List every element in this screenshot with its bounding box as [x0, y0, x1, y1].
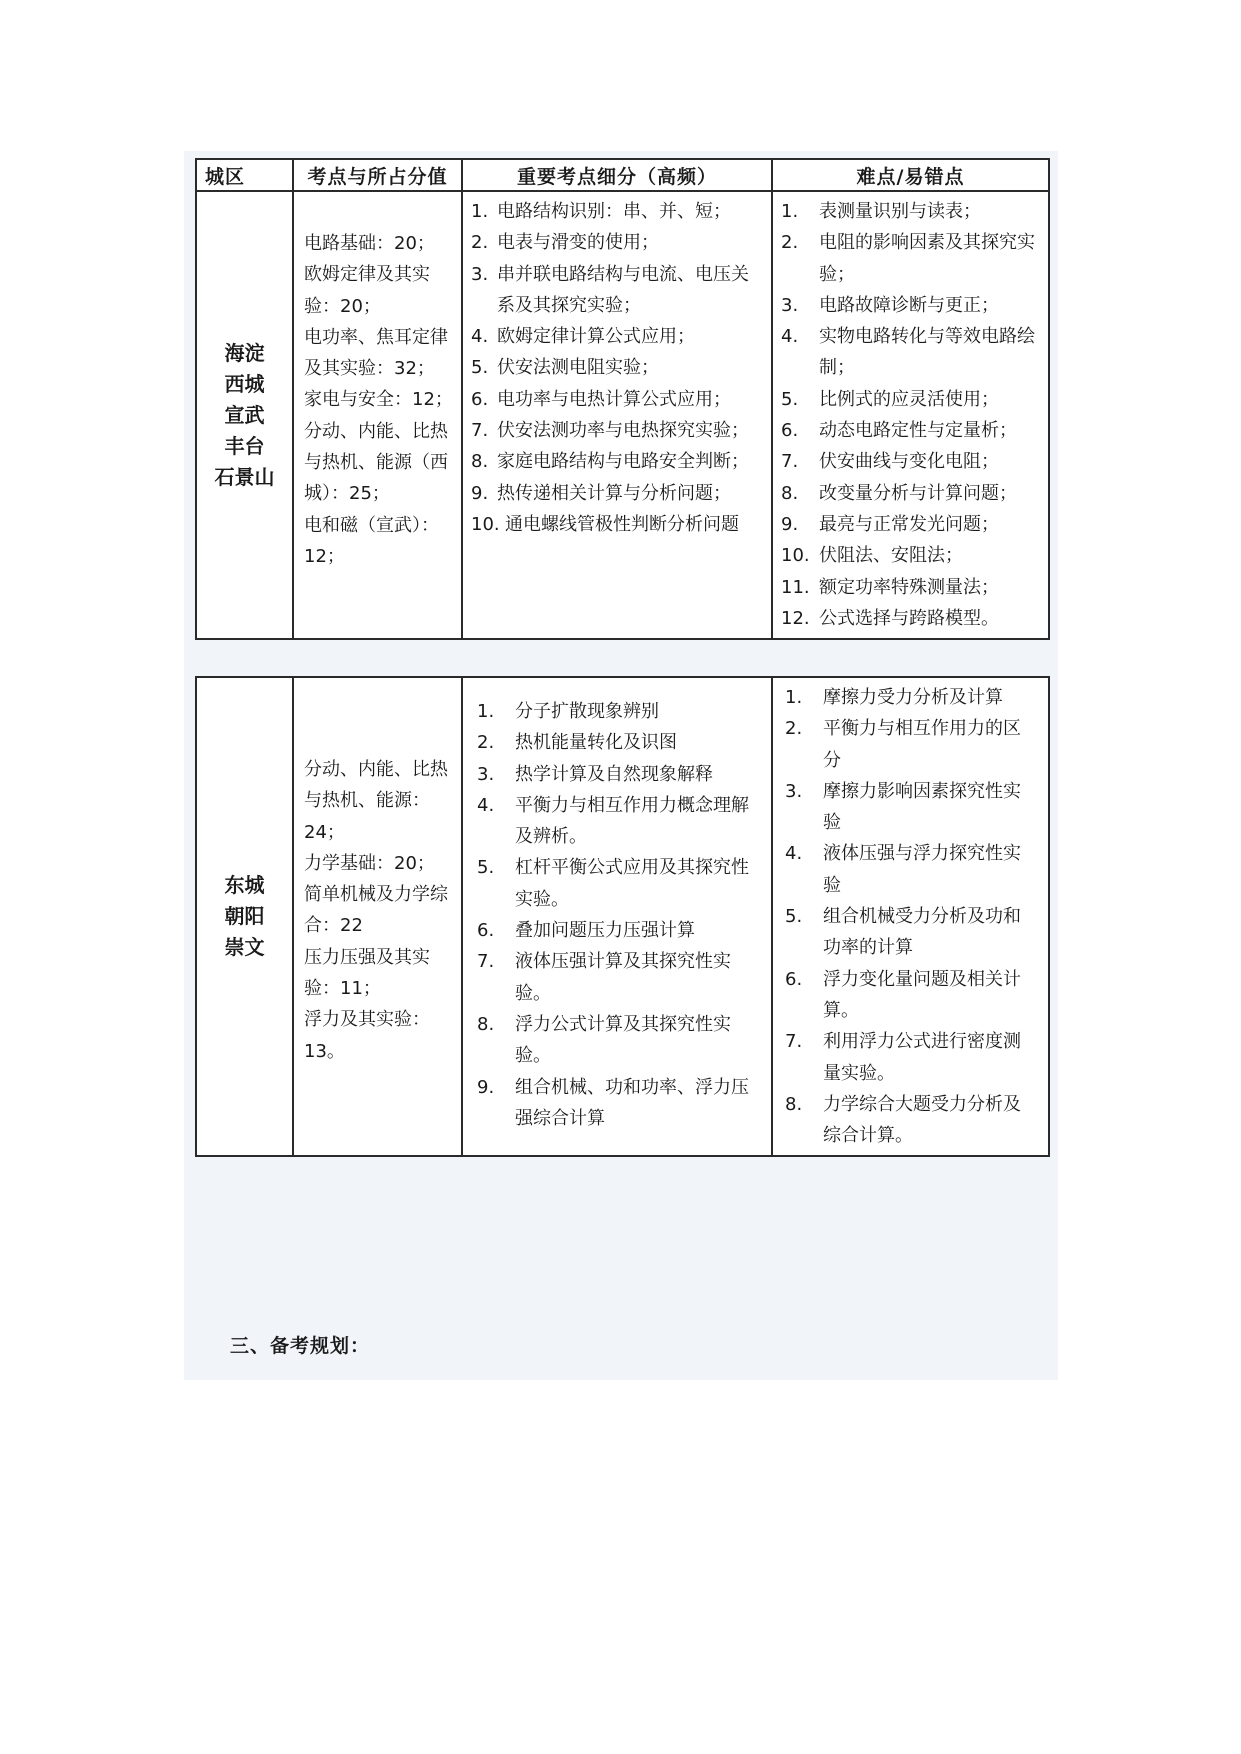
table-header-row: [196, 159, 1049, 191]
item-text: 伏安法测电阻实验；: [497, 357, 659, 379]
item-number: 4.: [781, 326, 799, 348]
list-item: [785, 838, 1024, 901]
header-difficulties: 难点/易错点: [772, 159, 1049, 191]
item-text: 电阻的影响因素及其探究实验；: [819, 232, 1035, 285]
list-item: [471, 227, 765, 258]
item-number: 8.: [471, 451, 489, 473]
list-item: [785, 901, 1024, 964]
item-text: 利用浮力公式进行密度测量实验。: [823, 1031, 1021, 1084]
item-number: 7.: [781, 451, 799, 473]
item-text: 伏安曲线与变化电阻；: [819, 451, 999, 473]
key-points-cell: [462, 191, 772, 639]
list-item: [781, 290, 1042, 321]
exam-points-table-2: [195, 676, 1050, 1157]
list-item: [477, 852, 765, 915]
item-number: 5.: [471, 357, 489, 379]
item-number: 5.: [781, 388, 799, 410]
header-key-points: 重要考点细分（高频）: [462, 159, 772, 191]
list-item: [785, 682, 1024, 713]
list-item: [477, 790, 765, 853]
item-number: 1.: [785, 687, 803, 708]
item-number: 6.: [471, 388, 489, 410]
list-item: [785, 964, 1024, 1027]
list-item: [781, 540, 1042, 571]
list-item: [781, 572, 1042, 603]
list-item: [471, 259, 765, 322]
score-item: 简单机械及力学综合：22: [304, 884, 448, 937]
item-number: 4.: [785, 843, 803, 865]
list-item: [477, 946, 765, 1009]
item-text: 电功率与电热计算公式应用；: [497, 388, 731, 410]
item-number: 3.: [785, 780, 803, 802]
item-text: 平衡力与相互作用力概念理解及辨析。: [515, 794, 749, 848]
item-text: 热机能量转化及识图: [515, 732, 677, 754]
score-item: 家电与安全：12；: [304, 389, 453, 411]
item-number: 6.: [785, 968, 803, 990]
item-text: 电路故障诊断与更正；: [819, 294, 999, 316]
item-number: 5.: [477, 857, 495, 879]
list-item: [785, 713, 1024, 776]
list-item: [471, 321, 765, 352]
item-number: 11.: [781, 576, 810, 598]
item-text: 组合机械受力分析及功和功率的计算: [823, 906, 1021, 959]
list-item: [781, 196, 1042, 227]
item-text: 热学计算及自然现象解释: [515, 763, 713, 785]
item-text: 实物电路转化与等效电路绘制；: [819, 326, 1035, 379]
score-item: 电功率、焦耳定律及其实验：32；: [304, 326, 448, 380]
item-number: 8.: [785, 1093, 803, 1115]
item-text: 液体压强计算及其探究性实验。: [515, 951, 731, 1004]
district-name: 石景山: [214, 464, 275, 489]
list-item: [781, 446, 1042, 477]
item-number: 9.: [781, 513, 799, 535]
list-item: [477, 696, 765, 727]
list-item: [471, 415, 765, 446]
item-text: 伏阻法、安阻法；: [819, 545, 963, 567]
list-item: [781, 603, 1042, 634]
item-text: 额定功率特殊测量法；: [819, 576, 999, 598]
score-item: 浮力及其实验：13。: [304, 1009, 430, 1062]
item-text: 杠杆平衡公式应用及其探究性实验。: [515, 857, 749, 910]
item-text: 电表与滑变的使用；: [497, 232, 659, 254]
item-number: 2.: [781, 232, 799, 254]
district-name: 宣武: [224, 402, 265, 427]
item-text: 最亮与正常发光问题；: [819, 513, 999, 535]
item-text: 摩擦力影响因素探究性实验: [823, 780, 1021, 834]
item-number: 3.: [781, 294, 799, 316]
score-item: 分动、内能、比热与热机、能源（西城）：25；: [304, 420, 448, 505]
section-heading: 三、备考规划：: [230, 1335, 371, 1357]
item-text: 电路结构识别：串、并、短；: [497, 201, 731, 222]
item-text: 改变量分析与计算问题；: [819, 482, 1017, 504]
list-item: [471, 478, 765, 509]
exam-points-table-1: [195, 158, 1050, 640]
score-item: 欧姆定律及其实验：20；: [304, 264, 430, 317]
item-number: 7.: [785, 1031, 803, 1053]
district-name: 朝阳: [224, 904, 265, 929]
score-item: 分动、内能、比热与热机、能源：24；: [304, 759, 448, 843]
list-item: [477, 759, 765, 790]
item-number: 7.: [471, 420, 489, 442]
score-item: 电和磁（宣武）：12；: [304, 514, 439, 567]
list-item: [781, 227, 1042, 290]
header-district: 城区: [196, 159, 293, 191]
item-text: 液体压强与浮力探究性实验: [823, 843, 1021, 896]
item-number: 10.: [781, 545, 810, 567]
item-number: 12.: [781, 607, 810, 629]
item-text: 浮力变化量问题及相关计算。: [823, 968, 1021, 1021]
item-text: 力学综合大题受力分析及综合计算。: [823, 1093, 1021, 1147]
district-name: 崇文: [224, 935, 265, 960]
district-name: 海淀: [224, 340, 265, 365]
item-text: 欧姆定律计算公式应用；: [497, 326, 695, 348]
list-item: [785, 776, 1024, 839]
list-item: [471, 352, 765, 383]
list-item: [477, 1009, 765, 1072]
item-number: 2.: [477, 732, 495, 754]
item-number: 3.: [471, 263, 489, 285]
item-number: 6.: [477, 920, 495, 942]
item-text: 公式选择与跨路模型。: [819, 607, 999, 629]
item-number: 8.: [781, 482, 799, 504]
item-number: 4.: [477, 794, 495, 816]
item-text: 分子扩散现象辨别: [515, 701, 659, 722]
list-item: [785, 1089, 1024, 1152]
score-item: 力学基础：20；: [304, 852, 435, 874]
item-number: 5.: [785, 906, 803, 928]
table-row: [196, 677, 1049, 1156]
list-item: [477, 1072, 765, 1135]
item-text: 伏安法测功率与电热探究实验；: [497, 420, 749, 442]
item-number: 1.: [471, 201, 489, 222]
table-row: [196, 191, 1049, 639]
item-text: 动态电路定性与定量析；: [819, 420, 1017, 442]
item-number: 1.: [781, 201, 799, 222]
item-text: 串并联电路结构与电流、电压关系及其探究实验；: [497, 263, 749, 316]
score-item: 压力压强及其实验：11；: [304, 946, 430, 1000]
item-number: 4.: [471, 326, 489, 348]
list-item: [785, 1026, 1024, 1089]
district-cell: [196, 191, 293, 639]
list-item: [471, 196, 765, 227]
difficulties-cell: [772, 191, 1049, 639]
difficulties-cell: [772, 677, 1049, 1156]
score-item: 电路基础：20；: [304, 233, 435, 254]
district-cell: [196, 677, 293, 1156]
key-points-cell: [462, 677, 772, 1156]
list-item: [471, 384, 765, 415]
list-item: [781, 478, 1042, 509]
item-text: 通电螺线管极性判断分析问题: [505, 513, 739, 535]
item-number: 2.: [785, 718, 803, 740]
scores-cell: [293, 677, 462, 1156]
item-text: 热传递相关计算与分析问题；: [497, 482, 731, 504]
item-number: 9.: [471, 482, 489, 504]
item-number: 1.: [477, 701, 495, 722]
item-text: 表测量识别与读表；: [819, 201, 981, 222]
district-name: 西城: [224, 371, 265, 396]
list-item: [781, 415, 1042, 446]
list-item: [471, 509, 765, 540]
item-number: 8.: [477, 1013, 495, 1035]
item-number: 2.: [471, 232, 489, 254]
item-number: 10.: [471, 513, 500, 535]
scores-cell: [293, 191, 462, 639]
item-number: 6.: [781, 420, 799, 442]
list-item: [781, 384, 1042, 415]
list-item: [781, 321, 1042, 384]
item-number: 7.: [477, 951, 495, 973]
district-name: 丰台: [224, 433, 265, 458]
header-scores: 考点与所占分值: [293, 159, 462, 191]
district-name: 东城: [224, 873, 265, 898]
item-text: 叠加问题压力压强计算: [515, 920, 695, 942]
item-text: 家庭电路结构与电路安全判断；: [497, 451, 749, 473]
list-item: [477, 727, 765, 758]
item-number: 9.: [477, 1076, 495, 1098]
item-text: 摩擦力受力分析及计算: [823, 687, 1003, 708]
item-text: 比例式的应灵活使用；: [819, 388, 999, 410]
list-item: [781, 509, 1042, 540]
list-item: [477, 915, 765, 946]
item-text: 浮力公式计算及其探究性实验。: [515, 1013, 731, 1067]
list-item: [471, 446, 765, 477]
item-text: 平衡力与相互作用力的区分: [823, 718, 1021, 771]
item-text: 组合机械、功和功率、浮力压强综合计算: [515, 1076, 749, 1129]
item-number: 3.: [477, 763, 495, 785]
